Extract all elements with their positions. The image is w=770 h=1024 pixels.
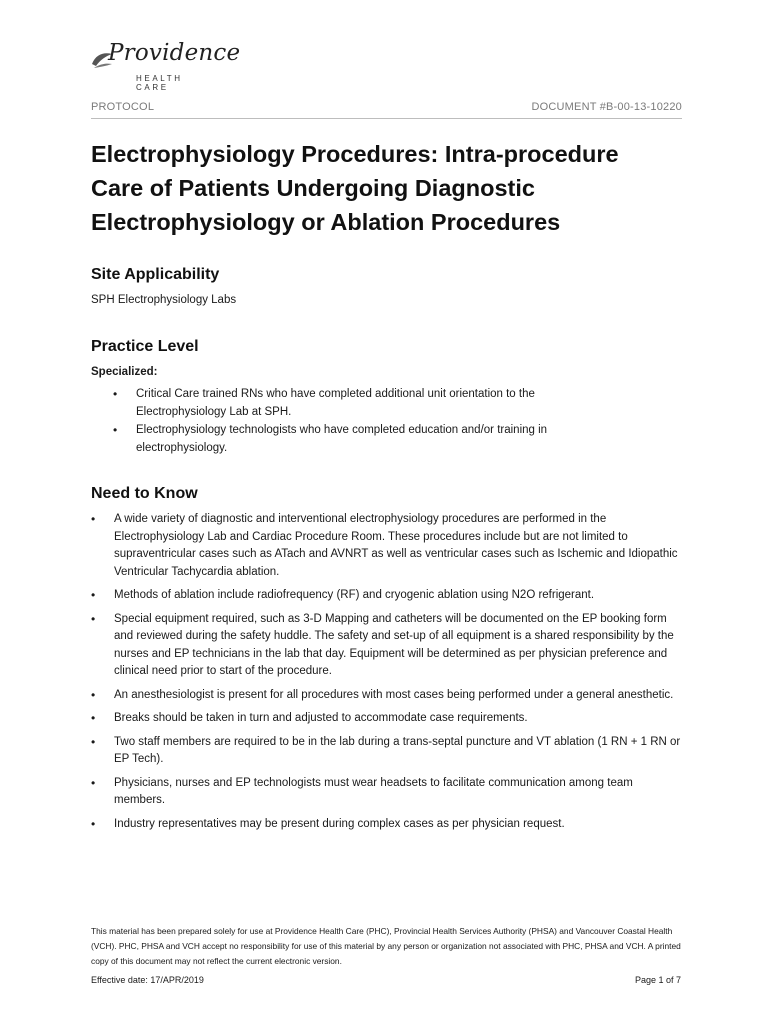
list-item: • Two staff members are required to be in the lab during a trans-septal puncture and VT ablation (1 RN + 1 RN or EP Tech).	[91, 734, 687, 769]
header-divider	[91, 118, 682, 119]
disclaimer-note: This material has been prepared solely for use at Providence Health Care (PHC), Provincial Health Services Authority (PHSA) and Vancouver Coastal Health (VCH). PHC, PHSA and VCH accept no responsibility for use of this material by any person or organization not associated with PHC, PHSA and VCH. A printed copy of this document may not reflect the current electronic version.	[91, 926, 681, 966]
title-line-1: Electrophysiology Procedures: Intra-procedure	[91, 141, 619, 167]
site-applicability-text: SPH Electrophysiology Labs	[91, 294, 237, 306]
logo-subtitle: HEALTH CARE	[136, 74, 183, 92]
logo-wordmark: Providence	[108, 40, 241, 66]
list-item: • An anesthesiologist is present for all procedures with most cases being performed under a general anesthetic.	[91, 687, 687, 705]
site-applicability-heading: Site Applicability	[91, 266, 220, 283]
document-number: DOCUMENT #B-00-13-10220	[531, 101, 682, 113]
practice-level-heading: Practice Level	[91, 338, 199, 355]
list-item: • Critical Care trained RNs who have completed additional unit orientation to the Electrophysiology Lab at SPH.	[113, 386, 603, 421]
title-line-3: Electrophysiology or Ablation Procedures	[91, 209, 561, 235]
need-to-know-list	[91, 511, 687, 833]
page-title	[91, 137, 691, 239]
list-item: • Breaks should be taken in turn and adjusted to accommodate case requirements.	[91, 710, 687, 728]
practice-sublabel: Specialized:	[91, 366, 158, 378]
list-item: • Electrophysiology technologists who have completed education and/or training in electrophysiology.	[113, 422, 603, 457]
providence-logo	[90, 38, 241, 92]
need-to-know-heading: Need to Know	[91, 485, 198, 502]
list-item: • Industry representatives may be present during complex cases as per physician request.	[91, 816, 687, 834]
list-item: • Special equipment required, such as 3-D Mapping and catheters will be documented on the EP booking form and reviewed during the safety huddle. The safety and set-up of all equipment is a shared responsibility by the nurses and EP technicians in the lab that day. Equipment will be determined as per physician preference and clinical need prior to start of the procedure.	[91, 611, 687, 681]
title-line-2: Care of Patients Undergoing Diagnostic	[91, 175, 535, 201]
list-item: • Physicians, nurses and EP technologists must wear headsets to facilitate communication among team members.	[91, 775, 687, 810]
list-item: • Methods of ablation include radiofrequency (RF) and cryogenic ablation using N2O refrigerant.	[91, 587, 687, 605]
effective-date: Effective date: 17/APR/2019	[91, 975, 204, 985]
document-type: PROTOCOL	[91, 101, 155, 113]
page-number: Page 1 of 7	[634, 975, 681, 985]
practice-list	[113, 386, 603, 457]
list-item: • A wide variety of diagnostic and interventional electrophysiology procedures are performed in the Electrophysiology Lab and Cardiac Procedure Room. These procedures include but are not limited to supraventricular cases such as ATach and AVNRT as well as ventricular cases such as Ischemic and Idiopathic Ventricular Tachycardia ablation.	[91, 511, 687, 581]
